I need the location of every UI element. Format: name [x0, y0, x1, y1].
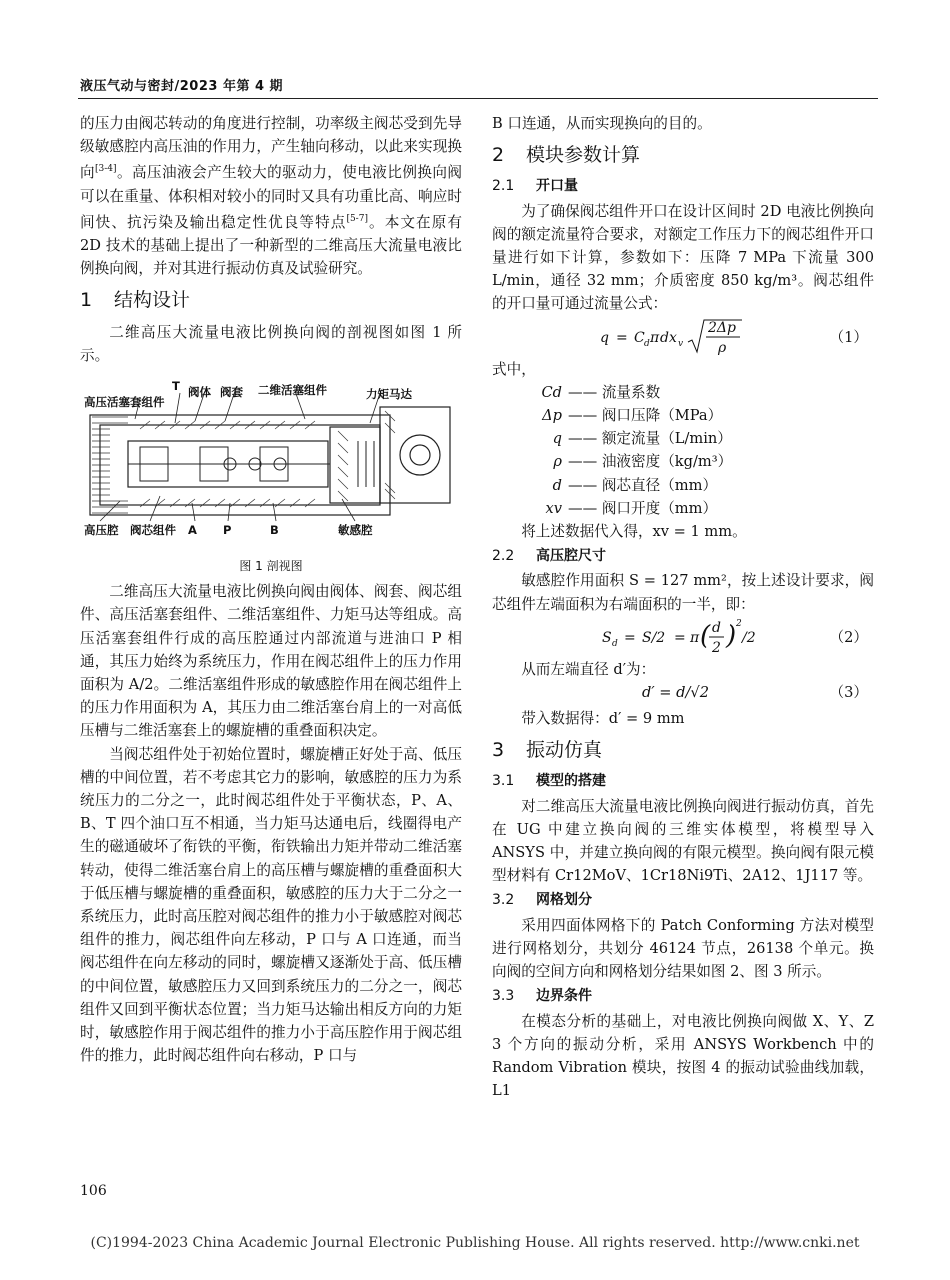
symbol-row: d —— 阀芯直径（mm） [552, 476, 718, 494]
symbol-list [492, 358, 874, 520]
section-1-heading: 1 结构设计 [80, 289, 191, 312]
section-1-intro: 二维高压大流量电液比例换向阀的剖视图如图 1 所示。 [80, 323, 462, 364]
figure-1-cross-section [80, 371, 462, 553]
equation-1-number: （1） [829, 328, 868, 346]
model-paragraph: 对二维高压大流量电液比例换向阀进行振动仿真，首先在 UG 中建立换向阀的三维实体模型，将模型导入 ANSYS 中，并建立换向阀的有限元模型。换向阀有限元模型材料有 Cr12MoV、1Cr18Ni9Ti、2A12、1J117 等。 [492, 797, 874, 885]
equation-2-number: （2） [829, 628, 868, 646]
boundary-paragraph: 在模态分析的基础上，对电液比例换向阀做 X、Y、Z 3 个方向的振动分析，采用 ANSYS Workbench 中的 Random Vibration 模块，按图 4 的振动试验曲线加载，L1 [492, 1012, 874, 1100]
label-torque-motor: 力矩马达 [366, 387, 412, 402]
svg-text:2: 2 [712, 639, 721, 656]
symbol-row: q —— 额定流量（L/min） [552, 430, 732, 448]
label-sensitive: 敏感腔 [338, 523, 373, 538]
equation-1 [492, 316, 874, 358]
label-port-a: A [188, 523, 197, 538]
label-piston-sleeve: 高压活塞套组件 [84, 395, 165, 410]
label-spool: 阀芯组件 [130, 523, 176, 538]
equation-2 [492, 616, 874, 658]
opening-result: 将上述数据代入得，xv = 1 mm。 [521, 523, 747, 541]
svg-text:π: π [690, 629, 700, 646]
svg-text:(: ( [700, 620, 711, 651]
figure-1-caption: 图 1 剖视图 [239, 559, 303, 574]
operation-paragraph: 当阀芯组件处于初始位置时，螺旋槽正好处于高、低压槽的中间位置，若不考虑其它力的影响，敏感腔的压力为系统压力的二分之一，此时阀芯组件处于平衡状态，P、A、B、T 四个油口互不相通，当力矩马达通电后，线圈得电产生的磁通破坏了衔铁的平衡，衔铁输出力矩并带动二维活塞转动，使得二维活塞台肩上的高压槽与螺旋槽的重叠面积大于低压槽与螺旋槽的重叠面积，敏感腔的压力大于二分之一系统压力，此时高压腔对阀芯组件的推力小于敏感腔对阀芯组件的推力，阀芯组件向左移动，P 口与 A 口连通，而当阀芯组件在向左移动的同时，螺旋槽又逐渐处于高、低压槽的中间位置，敏感腔压力又回到系统压力的二分之一，阀芯组件又回到平衡状态位置；当力矩马达输出相反方向的力矩时，敏感腔作用于阀芯组件的推力小于高压腔作用于阀芯组件的推力，此时阀芯组件向右移动，P 口与 [80, 745, 462, 1065]
symbol-row: Cd —— 流量系数 [541, 383, 661, 401]
section-3-heading: 3 振动仿真 [492, 739, 603, 762]
area-equation [602, 616, 822, 658]
svg-text:=: = [616, 329, 628, 346]
subsection-3-1-heading: 3.1 模型的搭建 [492, 773, 606, 790]
label-sleeve: 阀套 [220, 385, 243, 400]
label-2d-piston: 二维活塞组件 [258, 383, 327, 398]
where-label: 式中， [492, 360, 536, 378]
opening-paragraph: 为了确保阀芯组件开口在设计区间时 2D 电液比例换向阀的额定流量符合要求，对额定工作压力下的阀芯组件开口量进行如下计算，参数如下：压降 7 MPa 下流量 300 L/min，通径 32 mm；介质密度 850 kg/m³。阀芯组件的开口量可通过流量公式： [492, 202, 874, 313]
svg-text:S: S [602, 629, 612, 646]
diameter-equation: d′ = d/√2 [642, 684, 710, 702]
svg-text:C: C [634, 329, 645, 346]
mesh-paragraph: 采用四面体网格下的 Patch Conforming 方法对模型进行网格划分，共划分 46124 节点，26138 个单元。换向阀的空间方向和网格划分结果如图 2、图 3 所示。 [492, 916, 874, 981]
svg-text:d: d [612, 638, 618, 649]
svg-text:): ) [726, 620, 737, 651]
svg-text:/2: /2 [742, 629, 756, 646]
journal-header: 液压气动与密封/2023 年第 4 期 [80, 79, 284, 94]
continued-paragraph: B 口连通，从而实现换向的目的。 [492, 115, 712, 132]
svg-text:=: = [624, 629, 636, 646]
label-t: T [172, 379, 180, 394]
svg-text:2Δp: 2Δp [708, 319, 736, 336]
hp-chamber-paragraph: 敏感腔作用面积 S = 127 mm²，按上述设计要求，阀芯组件左端面积为右端面积的一半，即： [492, 572, 874, 613]
equation-3-number: （3） [829, 684, 868, 702]
svg-text:=: = [674, 629, 686, 646]
symbol-row: ρ —— 油液密度（kg/m³） [553, 453, 733, 471]
intro-paragraph: 的压力由阀芯转动的角度进行控制，功率级主阀芯受到先导级敏感腔内高压油的作用力，产生轴向移动，以此来实现换向[3-4]。高压油液会产生较大的驱动力，使电液比例换向阀可以在重量、体积相对较小的同时又具有功重比高、响应时间快、抗污染及输出稳定性优良等特点[5-7]。本文在原有 2D 技术的基础上提出了一种新型的二维高压大流量电液比例换向阀，并对其进行振动仿真及试验研究。 [80, 115, 462, 278]
svg-text:π: π [650, 329, 660, 346]
subsection-3-3-heading: 3.3 边界条件 [492, 988, 592, 1005]
symbol-row: xv —— 阀口开度（mm） [545, 499, 718, 517]
left-diameter-intro: 从而左端直径 d′为： [521, 660, 656, 678]
label-port-b: B [270, 523, 279, 538]
equation-3 [492, 681, 874, 707]
svg-text:S/2: S/2 [642, 629, 666, 646]
svg-text:d: d [644, 338, 650, 349]
svg-text:dx: dx [660, 329, 677, 346]
header-rule [78, 98, 878, 99]
label-port-p: P [223, 523, 232, 538]
page-number: 106 [80, 1183, 107, 1199]
subsection-2-2-heading: 2.2 高压腔尺寸 [492, 548, 606, 565]
svg-text:d: d [712, 619, 721, 636]
structure-paragraph: 二维高压大流量电液比例换向阀由阀体、阀套、阀芯组件、高压活塞套组件、二维活塞组件、力矩马达等组成。高压活塞套组件行成的高压腔通过内部流道与进油口 P 相通，其压力始终为系统压力，作用在阀芯组件上的压力作用面积为 A/2。二维活塞组件形成的敏感腔作用在阀芯组件上的压力作用面积为 A，其压力由二维活塞台肩上的一对高低压槽与二维活塞套上的螺旋槽的重叠面积决定。 [80, 583, 462, 740]
left-column [80, 112, 462, 1068]
svg-text:q: q [600, 329, 609, 346]
label-hp-chamber: 高压腔 [84, 523, 119, 538]
label-body: 阀体 [188, 385, 211, 400]
subsection-2-1-heading: 2.1 开口量 [492, 178, 578, 195]
subsection-3-2-heading: 3.2 网格划分 [492, 892, 592, 909]
section-2-heading: 2 模块参数计算 [492, 144, 641, 167]
flow-equation [592, 316, 792, 358]
svg-text:2: 2 [736, 618, 742, 629]
diameter-result: 带入数据得：d′ = 9 mm [521, 710, 685, 728]
right-column [492, 112, 874, 1102]
copyright-footer: (C)1994-2023 China Academic Journal Electronic Publishing House. All rights reserved. http://www.cnki.net [90, 1235, 860, 1251]
symbol-row: Δp —— 阀口压降（MPa） [542, 407, 723, 425]
svg-text:ρ: ρ [718, 339, 727, 356]
svg-text:v: v [678, 338, 684, 349]
